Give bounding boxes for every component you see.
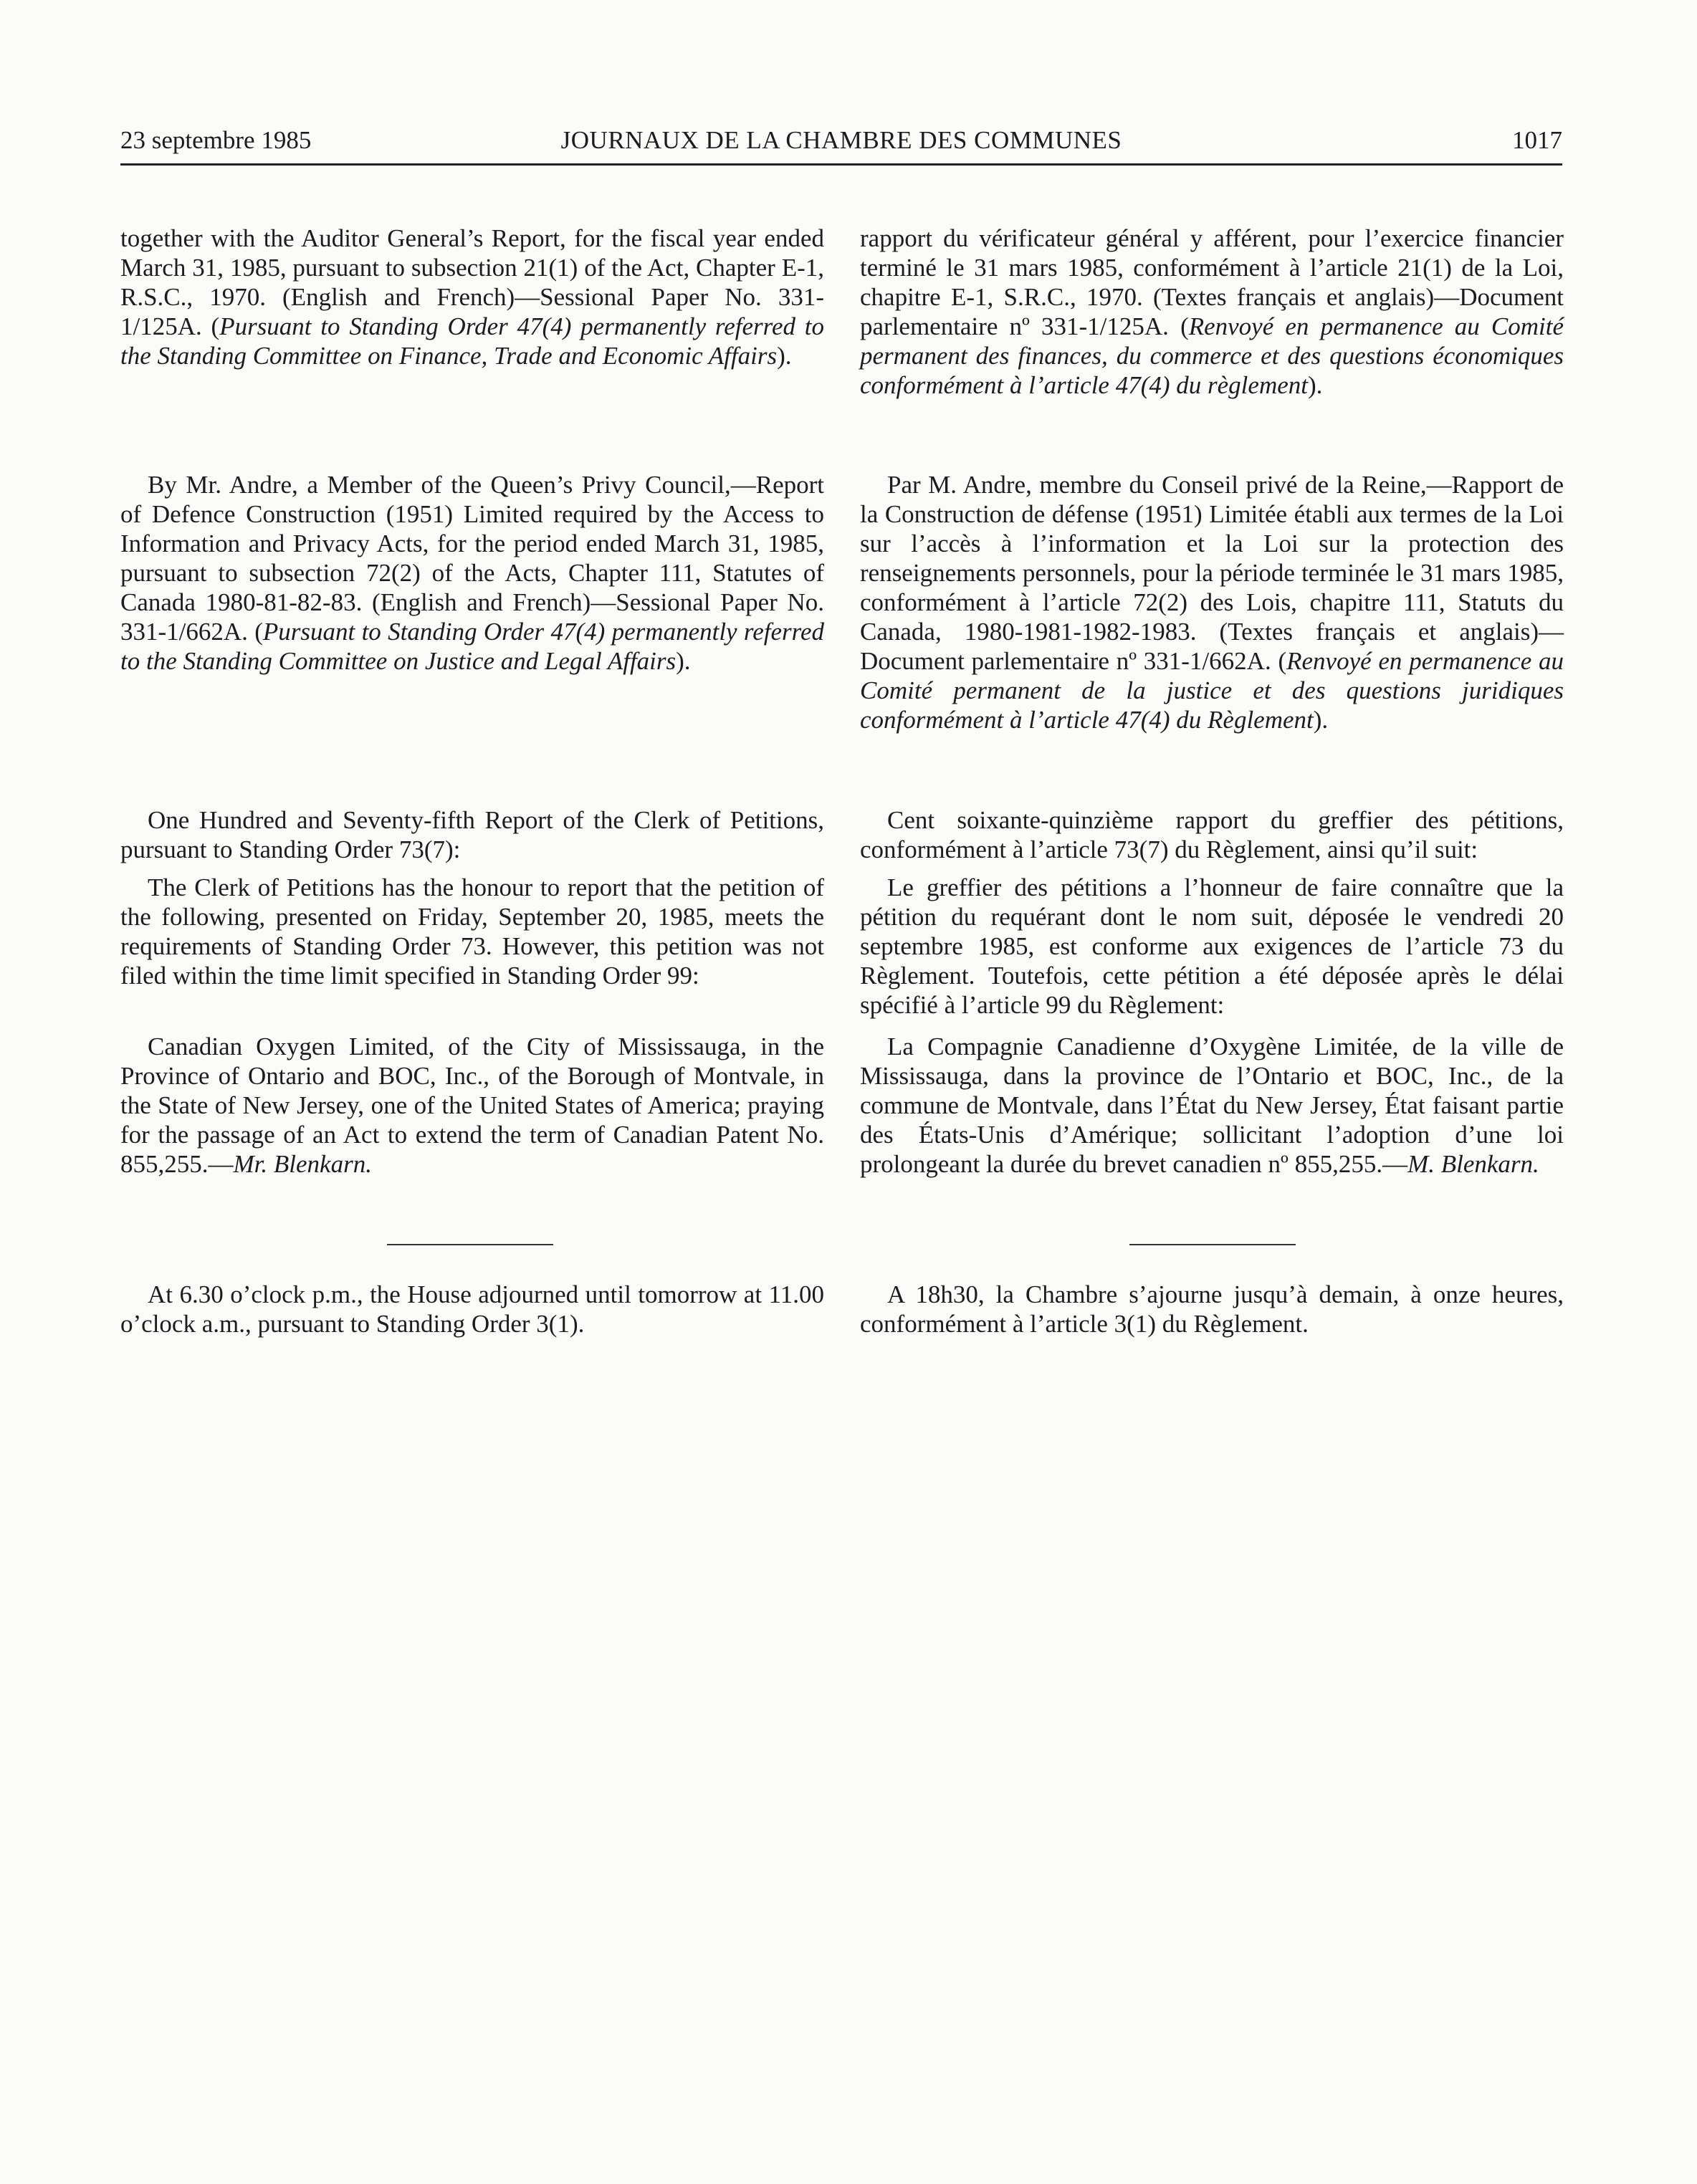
en-referral-125a: Pursuant to Standing Order 47(4) permanently referred to the Standing Committee on Finance, Trade and Economic Affairs <box>120 312 824 370</box>
fr-referral-662a: Renvoyé en permanence au Comité permanent de la justice et des questions juridiques conformément à l’article 47(4) du Règlement <box>860 647 1564 734</box>
fr-sessional-paper-662a: Par M. Andre, membre du Conseil privé de la Reine,—Rapport de la Construction de défense (1951) Limitée établi aux termes de la Loi sur l’accès à l’information et la Loi sur la protection des renseignements personnels, pour la période terminée le 31 mars 1985, conformément à l’article 72(2) des Lois, chapitre 111, Statuts du Canada, 1980-1981-1982-1983. (Textes français et anglais)—Document parlementaire nº 331-1/662A. (Renvoyé en permanence au Comité permanent de la justice et des questions juridiques conformément à l’article 47(4) du Règlement). <box>860 471 1564 734</box>
en-adjournment: At 6.30 o’clock p.m., the House adjourned until tomorrow at 11.00 o’clock a.m., pursuant to Standing Order 3(1). <box>120 1280 824 1338</box>
fr-adjournment: A 18h30, la Chambre s’ajourne jusqu’à demain, à onze heures, conformément à l’article 3(1) du Règlement. <box>860 1280 1564 1338</box>
en-section-divider <box>387 1244 553 1245</box>
en-sessional-paper-662a: By Mr. Andre, a Member of the Queen’s Privy Council,—Report of Defence Construction (1951) Limited required by the Access to Information and Privacy Acts, for the period ended March 31, 1985, pursuant to subsection 72(2) of the Acts, Chapter 111, Statutes of Canada 1980-81-82-83. (English and French)—Sessional Paper No. 331-1/662A. (Pursuant to Standing Order 47(4) permanently referred to the Standing Committee on Justice and Legal Affairs). <box>120 471 825 675</box>
fr-petition-member: M. Blenkarn. <box>1407 1150 1539 1178</box>
fr-petition-text: La Compagnie Canadienne d’Oxygène Limitée, de la ville de Mississauga, dans la province de l’Ontario et BOC, Inc., de la commune de Montvale, dans l’État du New Jersey, État faisant partie des États-Unis d’Amérique; sollicitant l’adoption d’une loi prolongeant la durée du brevet canadien nº 855,255.—M. Blenkarn. <box>860 1033 1564 1178</box>
en-petition-text: Canadian Oxygen Limited, of the City of Mississauga, in the Province of Ontario and BOC, Inc., of the Borough of Montvale, in the State of New Jersey, one of the United States of America; praying for the passage of an Act to extend the term of Canadian Patent No. 855,255.—Mr. Blenkarn. <box>120 1033 824 1178</box>
page-number: 1017 <box>1512 126 1562 154</box>
en-clerk-report-heading: One Hundred and Seventy-fifth Report of the Clerk of Petitions, pursuant to Standing Order 73(7): <box>120 806 824 863</box>
header-date: 23 septembre 1985 <box>120 126 312 154</box>
page-header <box>120 126 1562 166</box>
en-petition-member: Mr. Blenkarn. <box>233 1150 372 1178</box>
fr-section-divider <box>1129 1244 1296 1245</box>
en-sessional-paper-125a: together with the Auditor General’s Report, for the fiscal year ended March 31, 1985, pursuant to subsection 21(1) of the Act, Chapter E-1, R.S.C., 1970. (English and French)—Sessional Paper No. 331-1/125A. (Pursuant to Standing Order 47(4) permanently referred to the Standing Committee on Finance, Trade and Economic Affairs). <box>120 224 824 370</box>
en-referral-662a: Pursuant to Standing Order 47(4) permanently referred to the Standing Committee on Justice and Legal Affairs <box>120 618 825 675</box>
fr-clerk-report-body: Le greffier des pétitions a l’honneur de faire connaître que la pétition du requérant dont le nom suit, déposée le vendredi 20 septembre 1985, est conforme aux exigences de l’article 73 du Règlement. Toutefois, cette pétition a été déposée après le délai spécifié à l’article 99 du Règlement: <box>860 873 1564 1019</box>
header-title: JOURNAUX DE LA CHAMBRE DES COMMUNES <box>560 126 1122 154</box>
fr-clerk-report-heading: Cent soixante-quinzième rapport du greffier des pétitions, conformément à l’article 73(7) du Règlement, ainsi qu’il suit: <box>860 806 1564 863</box>
fr-referral-125a: Renvoyé en permanence au Comité permanent des finances, du commerce et des questions économiques conformément à l’article 47(4) du règlement <box>860 312 1564 399</box>
en-clerk-report-body: The Clerk of Petitions has the honour to report that the petition of the following, presented on Friday, September 20, 1985, meets the requirements of Standing Order 73. However, this petition was not filed within the time limit specified in Standing Order 99: <box>120 873 824 990</box>
fr-sessional-paper-125a: rapport du vérificateur général y afférent, pour l’exercice financier terminé le 31 mars 1985, conformément à l’article 21(1) de la Loi, chapitre E-1, S.R.C., 1970. (Textes français et anglais)—Document parlementaire nº 331-1/125A. (Renvoyé en permanence au Comité permanent des finances, du commerce et des questions économiques conformément à l’article 47(4) du règlement). <box>860 224 1564 399</box>
